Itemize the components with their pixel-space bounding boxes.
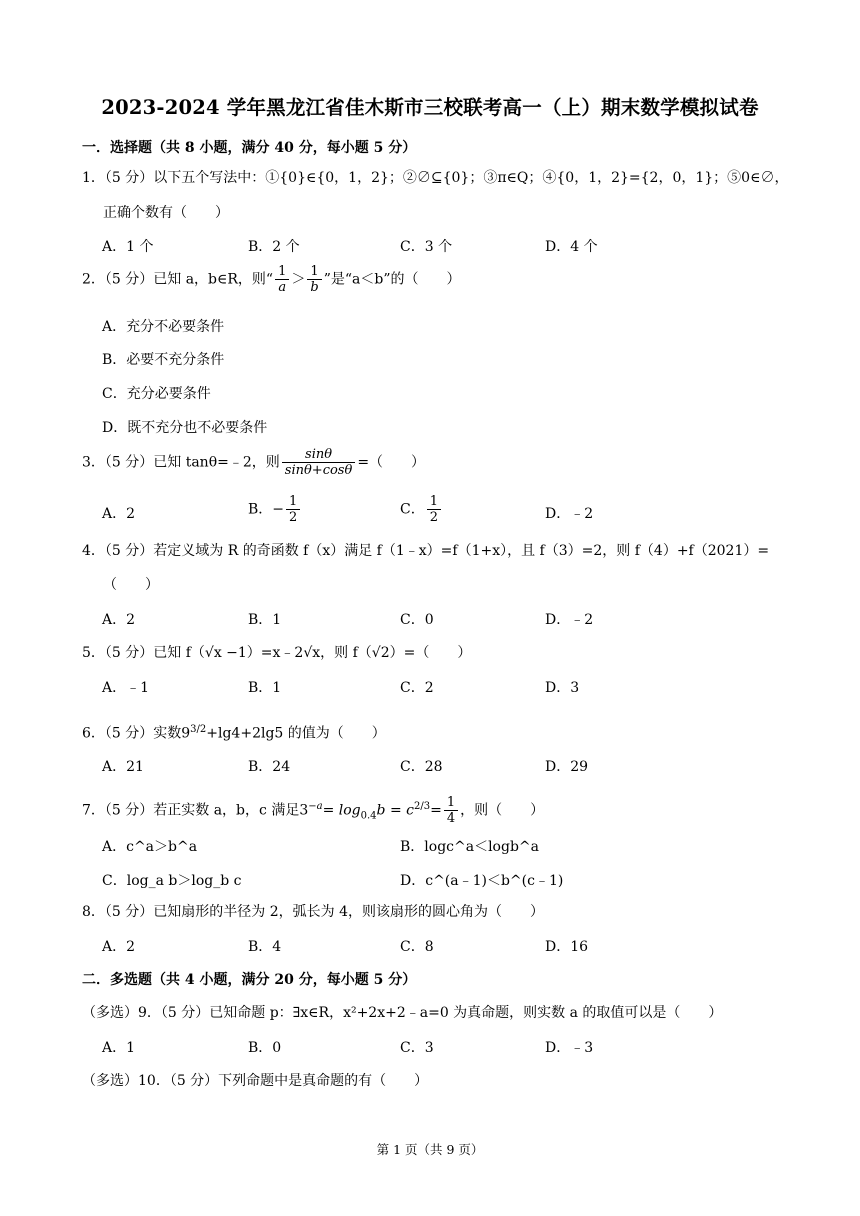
question-8-option-d: D．16 <box>545 939 589 955</box>
question-10-text: （多选）10．（5 分）下列命题中是真命题的有（ ） <box>82 1073 429 1089</box>
question-6-option-c: C．28 <box>400 759 443 775</box>
question-2-prefix: 2．（5 分）已知 a，b∈R，则“ <box>82 271 274 288</box>
greater-than-sign: ＞ <box>291 271 306 288</box>
question-7-mid: b = c <box>376 802 414 819</box>
question-6-option-b: B．24 <box>248 759 291 775</box>
question-8-option-a: A．2 <box>102 939 136 955</box>
question-5-option-c: C．2 <box>400 680 434 696</box>
question-9-option-a: A．1 <box>102 1040 136 1056</box>
question-5-option-d: D．3 <box>545 680 580 696</box>
question-8-option-b: B．4 <box>248 939 282 955</box>
question-7-prefix: 7．（5 分）若正实数 a，b，c 满足3 <box>82 802 309 819</box>
fraction-one-half <box>427 494 441 525</box>
page-footer: 第 1 页（共 9 页） <box>376 1142 484 1157</box>
question-3-option-c <box>400 494 443 525</box>
fraction-1-over-b <box>307 264 321 295</box>
question-6-option-a: A．21 <box>102 759 144 775</box>
question-3-option-a: A．2 <box>102 506 136 522</box>
option-label: C． <box>400 501 425 518</box>
question-5-option-b: B．1 <box>248 680 282 696</box>
section-heading-single-choice: 一．选择题（共 8 小题，满分 40 分，每小题 5 分） <box>82 140 417 156</box>
question-1-option-a: A．1 个 <box>102 239 154 255</box>
question-9-option-c: C．3 <box>400 1040 434 1056</box>
exponent: 2/3 <box>413 800 431 812</box>
question-9-text: （多选）9．（5 分）已知命题 p：∃x∈R，x²+2x+2﹣a=0 为真命题，则实数 a 的取值可以是（ ） <box>82 1005 723 1021</box>
log-text: = log <box>322 802 361 819</box>
fraction-denominator: 2 <box>289 510 298 525</box>
question-2-text <box>82 264 460 295</box>
question-2-option-b: B．必要不充分条件 <box>102 352 225 368</box>
question-3-option-b <box>248 494 302 525</box>
question-1-option-c: C．3 个 <box>400 239 453 255</box>
exponent: −a <box>308 800 323 812</box>
fraction-denominator: b <box>310 280 319 295</box>
question-1-text-cont: 正确个数有（ ） <box>103 205 229 221</box>
question-4-option-d: D．﹣2 <box>545 612 594 628</box>
question-5-option-a: A．﹣1 <box>102 680 150 696</box>
question-9-option-d: D．﹣3 <box>545 1040 594 1056</box>
fraction-sin-over-sum <box>282 447 356 478</box>
fraction-numerator: 1 <box>444 795 458 811</box>
question-3-option-d: D．﹣2 <box>545 506 594 522</box>
equals-sign: = <box>430 802 442 819</box>
question-3-text <box>82 447 425 478</box>
question-1-text: 1．（5 分）以下五个写法中：①{0}∈{0，1，2}；②∅⊆{0}；③π∈Q；④{0，1，2}={2，0，1}；⑤0∈∅， <box>82 170 789 186</box>
fraction-denominator: sinθ+cosθ <box>284 463 353 478</box>
fraction-denominator: 2 <box>429 510 438 525</box>
question-4-text: 4．（5 分）若定义域为 R 的奇函数 f（x）满足 f（1﹣x）=f（1+x），且 f（3）=2，则 f（4）+f（2021）= <box>82 543 770 559</box>
fraction-numerator: 1 <box>307 264 321 280</box>
question-3-prefix: 3．（5 分）已知 tanθ=﹣2，则 <box>82 454 280 471</box>
question-3-suffix: =（ ） <box>357 454 426 471</box>
question-7-suffix: ，则（ ） <box>460 802 545 819</box>
exponent: 3/2 <box>190 724 207 735</box>
question-2-option-a: A．充分不必要条件 <box>102 319 225 335</box>
question-1-option-d: D．4 个 <box>545 239 598 255</box>
question-2-suffix: ”是“a＜b”的（ ） <box>323 271 461 288</box>
question-4-option-c: C．0 <box>400 612 434 628</box>
fraction-numerator: 1 <box>286 494 300 510</box>
log-base: 0.4 <box>360 810 377 822</box>
question-5-text: 5．（5 分）已知 f（√x −1）=x﹣2√x，则 f（√2）=（ ） <box>82 645 472 661</box>
question-6-text <box>82 720 386 744</box>
question-7-option-a: A．c^a＞b^a <box>102 839 198 855</box>
fraction-denominator: a <box>278 280 287 295</box>
question-2-option-c: C．充分必要条件 <box>102 386 211 402</box>
question-1-option-b: B．2 个 <box>248 239 300 255</box>
question-9-option-b: B．0 <box>248 1040 282 1056</box>
section-heading-multiple-choice: 二．多选题（共 4 小题，满分 20 分，每小题 5 分） <box>82 972 417 988</box>
page-title: 2023-2024 学年黑龙江省佳木斯市三校联考高一（上）期末数学模拟试卷 <box>101 96 759 119</box>
question-6-prefix: 6．（5 分）实数9 <box>82 725 191 742</box>
fraction-numerator: sinθ <box>282 447 356 463</box>
question-7-option-c: C．log_a b＞log_b c <box>102 873 242 889</box>
fraction-numerator: 1 <box>427 494 441 510</box>
option-label: B．− <box>248 501 285 518</box>
question-4-text-cont: （ ） <box>103 577 159 593</box>
question-8-option-c: C．8 <box>400 939 434 955</box>
fraction-denominator: 4 <box>446 811 456 826</box>
question-8-text: 8．（5 分）已知扇形的半径为 2，弧长为 4，则该扇形的圆心角为（ ） <box>82 904 544 920</box>
question-7-text <box>82 795 544 826</box>
question-2-option-d: D．既不充分也不必要条件 <box>102 420 268 436</box>
fraction-1-over-a <box>275 264 289 295</box>
fraction-numerator: 1 <box>275 264 289 280</box>
question-7-option-b: B．logc^a＜logb^a <box>400 839 539 855</box>
question-4-option-a: A．2 <box>102 612 136 628</box>
fraction-one-half <box>286 494 300 525</box>
question-4-option-b: B．1 <box>248 612 282 628</box>
question-7-option-d: D．c^(a﹣1)＜b^(c﹣1) <box>400 873 564 889</box>
question-6-option-d: D．29 <box>545 759 589 775</box>
fraction-one-quarter <box>444 795 458 826</box>
question-6-suffix: +lg4+2lg5 的值为（ ） <box>206 725 386 742</box>
